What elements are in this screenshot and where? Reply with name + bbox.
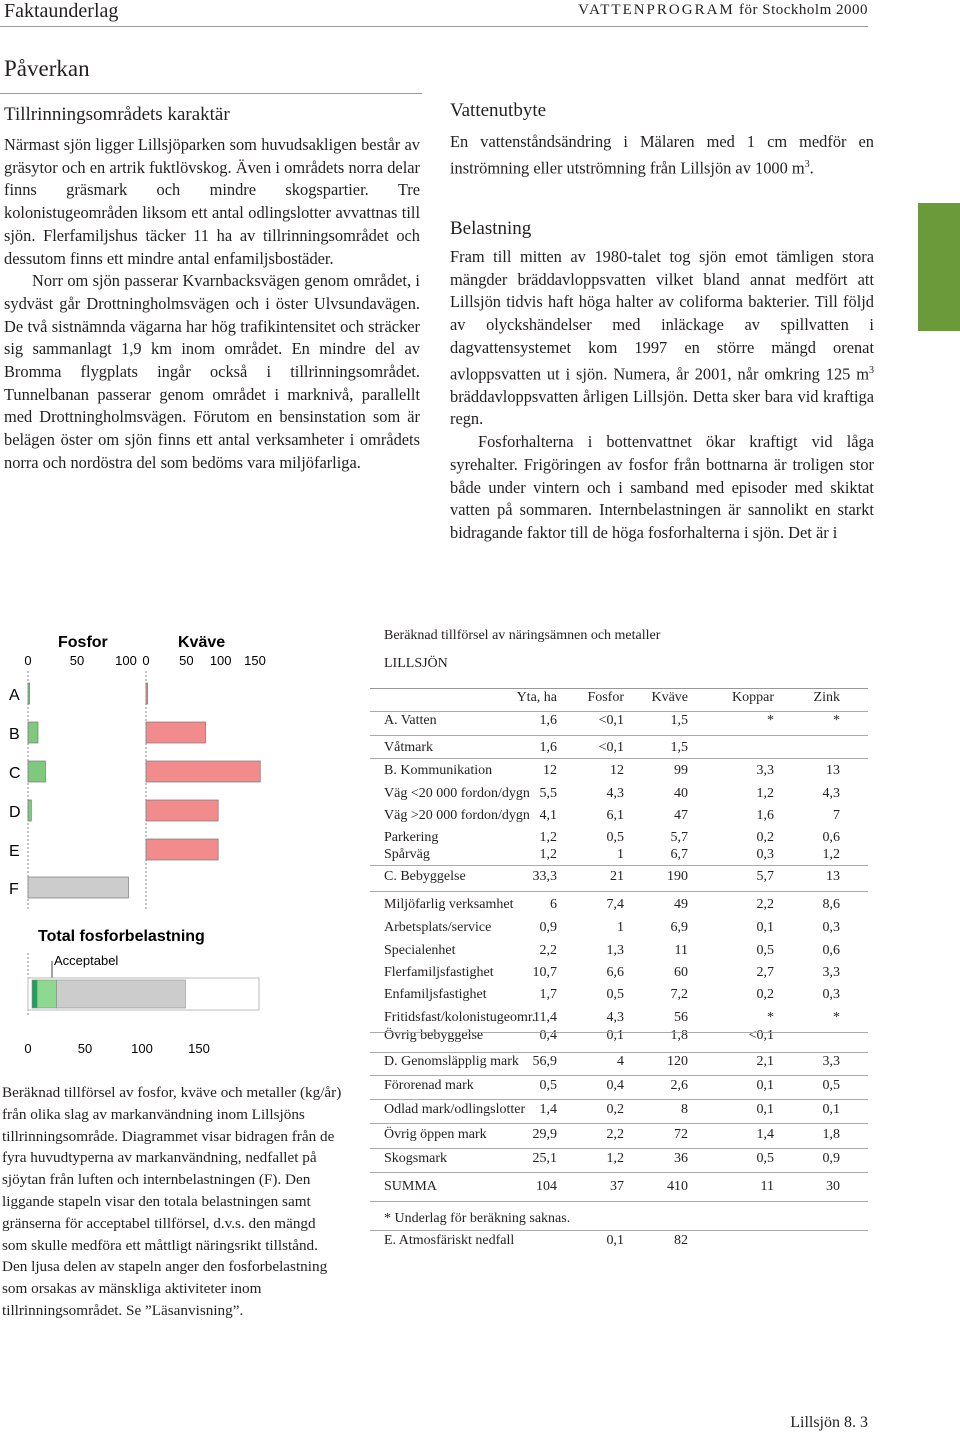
row-label: Spårväg — [384, 847, 430, 862]
table-cell: 0,5 — [822, 1078, 840, 1093]
table-cell: 1 — [617, 920, 624, 935]
table-cell: 1,3 — [606, 943, 624, 958]
row-label: E. Atmosfäriskt nedfall — [384, 1233, 515, 1248]
table-row — [384, 1078, 868, 1098]
right-paragraph-1 — [450, 131, 874, 180]
table-cell: * — [767, 713, 774, 728]
table-cell: 0,6 — [822, 943, 840, 958]
table-row — [384, 1054, 868, 1074]
row-label: Förorenad mark — [384, 1078, 474, 1093]
table-cell: 6 — [550, 897, 557, 912]
table-row — [384, 713, 868, 733]
table-row — [384, 943, 868, 963]
right-paragraph-3: Fosforhalterna i bottenvattnet ökar kraftigt vid låga syrehalter. Frigöringen av fosfor från bottnarna är troligen stor både under vintern och i samband med episoder med skiktat vatten på sommaren. Internbelastningen är sannolikt en starkt bidragande faktor till de höga fosforhalterna i sjön. Det är i — [450, 432, 874, 542]
category-label: A — [9, 687, 20, 704]
table-cell: <0,1 — [598, 740, 624, 755]
row-label: D. Genomsläpplig mark — [384, 1054, 519, 1069]
table-cell: 0,5 — [539, 1078, 557, 1093]
table-cell: 190 — [667, 869, 688, 884]
table-cell: 0,3 — [822, 987, 840, 1002]
table-cell: 1,5 — [670, 713, 688, 728]
table-row — [384, 763, 868, 783]
row-label: Fritidsfast/kolonistugeomr. — [384, 1010, 536, 1025]
table-cell: 0,3 — [756, 847, 774, 862]
table-cell: 8 — [681, 1102, 688, 1117]
row-label: A. Vatten — [384, 713, 437, 728]
left-column-text — [4, 134, 420, 475]
total-bars — [32, 980, 185, 1008]
right-p2-sup: 3 — [869, 364, 874, 376]
right-p1-sup: 3 — [804, 158, 810, 170]
category-label: D — [9, 804, 21, 821]
kvave-panel-title: Kväve — [178, 634, 226, 651]
top-tick-label: 0 — [142, 653, 150, 668]
table-cell: 2,7 — [756, 965, 774, 980]
table-cell: 1,2 — [822, 847, 840, 862]
table-rule — [370, 735, 868, 736]
table-cell: 8,6 — [822, 897, 840, 912]
top-tick-label: 100 — [209, 653, 232, 668]
row-label: C. Bebyggelse — [384, 869, 466, 884]
top-tick-label: 150 — [244, 653, 266, 668]
table-row — [384, 1010, 868, 1030]
row-label: B. Kommunikation — [384, 763, 493, 778]
bottom-tick-label: 0 — [24, 1041, 32, 1056]
table-cell: 2,2 — [606, 1127, 624, 1142]
table-cell: 5,7 — [756, 869, 774, 884]
row-label: Övrig bebyggelse — [384, 1028, 484, 1043]
table-cell: 0,4 — [539, 1028, 557, 1043]
table-cell: 0,5 — [606, 987, 624, 1002]
row-label: Specialenhet — [384, 943, 456, 958]
table-cell: 3,3 — [822, 965, 840, 980]
table-cell: 410 — [667, 1179, 688, 1194]
table-cell: <0,1 — [598, 713, 624, 728]
table-row — [384, 869, 868, 889]
table-cell: 7 — [833, 808, 840, 823]
table-cell: 10,7 — [532, 965, 557, 980]
table-cell: 11 — [674, 943, 688, 958]
table-footnote: * Underlag för beräkning saknas. — [384, 1211, 571, 1226]
table-cell: 5,5 — [539, 786, 557, 801]
total-bar-segment — [37, 980, 56, 1008]
row-label: SUMMA — [384, 1179, 437, 1194]
table-top-rule — [370, 688, 868, 689]
table-row — [384, 987, 868, 1007]
row-label: Väg >20 000 fordon/dygn — [384, 808, 530, 823]
row-label: Våtmark — [384, 740, 433, 755]
right-heading-1: Vattenutbyte — [450, 100, 547, 121]
table-cell: 0,1 — [606, 1233, 624, 1248]
table-cell: 1,4 — [539, 1102, 557, 1117]
category-label: F — [9, 881, 19, 898]
table-rule — [370, 1148, 868, 1149]
left-paragraph-2: Norr om sjön passerar Kvarnbacksvägen genom området, i sydväst går Drottningholmsvägen och i öster Ulvsundavägen. De två sistnämnda vägarna har hög trafikintensitet och sträcker sig sammanlagt 1,9 km inom området. En mindre del av Bromma flygplats ingår också i tillrinningsområdet. Tunnelbanan passerar genom området i marknivå, parallellt med Drottningholmsvägen. Förutom en bensinstation som är belägen öster om sjön finns ett antal verksamheter i områdets norra och nordöstra del som bedöms vara miljöfarliga. — [4, 271, 420, 472]
table-row — [384, 847, 868, 867]
table-cell: * — [833, 1010, 840, 1025]
land-use-bars — [28, 683, 260, 898]
row-label: Enfamiljsfastighet — [384, 987, 487, 1002]
table-subtitle: LILLSJÖN — [384, 656, 448, 671]
table-cell: Kväve — [651, 690, 688, 705]
table-row — [384, 897, 868, 917]
table-cell: 1 — [617, 847, 624, 862]
category-labels — [9, 687, 21, 898]
table-rule — [370, 1032, 868, 1033]
table-cell: 40 — [674, 786, 688, 801]
table-cell: 1,6 — [539, 740, 557, 755]
table-cell: 3,3 — [822, 1054, 840, 1069]
fosfor-bar — [28, 877, 128, 898]
table-row — [384, 1028, 868, 1048]
table-cell: 4,3 — [606, 786, 624, 801]
table-cell: 56,9 — [532, 1054, 557, 1069]
fosfor-bar — [28, 722, 38, 743]
table-cell: 72 — [674, 1127, 688, 1142]
total-bar-segment — [57, 980, 186, 1008]
table-row-atmos — [384, 1233, 868, 1253]
table-cell: 0,9 — [539, 920, 557, 935]
table-cell: 47 — [674, 808, 688, 823]
table-cell: 0,2 — [756, 987, 774, 1002]
table-cell: 6,9 — [670, 920, 688, 935]
category-label: E — [9, 843, 20, 860]
table-cell: 1,2 — [539, 830, 557, 845]
table-cell: 13 — [826, 763, 840, 778]
table-cell: 6,7 — [670, 847, 688, 862]
left-heading: Tillrinningsområdets karaktär — [4, 104, 230, 125]
table-cell: 2,2 — [539, 943, 557, 958]
table-row — [384, 1102, 868, 1122]
header-program-name: VATTENPROGRAM — [578, 2, 735, 18]
kvave-bar — [146, 683, 148, 704]
table-row — [384, 808, 868, 828]
running-header-left: Faktaunderlag — [4, 0, 119, 22]
table-row — [384, 1127, 868, 1147]
table-cell: 12 — [543, 763, 557, 778]
table-cell: 7,4 — [606, 897, 624, 912]
table-cell: 0,3 — [822, 920, 840, 935]
row-label: Skogsmark — [384, 1151, 447, 1166]
table-rule — [370, 1172, 868, 1173]
table-rule — [370, 711, 868, 712]
table-cell: 5,7 — [670, 830, 688, 845]
table-cell: 0,2 — [606, 1102, 624, 1117]
table-cell: 1,8 — [822, 1127, 840, 1142]
table-row — [384, 786, 868, 806]
table-cell: 7,2 — [670, 987, 688, 1002]
row-label: Miljöfarlig verksamhet — [384, 897, 514, 912]
section-title: Påverkan — [4, 56, 90, 81]
kvave-bar — [146, 722, 206, 743]
table-cell: 3,3 — [756, 763, 774, 778]
fosfor-bar — [28, 800, 31, 821]
right-p1-end: . — [809, 158, 814, 178]
table-row — [384, 1179, 868, 1199]
table-row — [384, 965, 868, 985]
table-cell: 0,1 — [756, 920, 774, 935]
fosfor-bar — [28, 761, 45, 782]
table-cell: 1,8 — [670, 1028, 688, 1043]
table-cell: 4 — [617, 1054, 624, 1069]
right-column-text — [450, 246, 874, 545]
table-cell: 12 — [610, 763, 624, 778]
table-cell: 0,5 — [756, 1151, 774, 1166]
total-bar-segment — [32, 980, 37, 1008]
acceptabel-label: Acceptabel — [54, 953, 119, 968]
table-cell: 1,4 — [756, 1127, 774, 1142]
table-cell: * — [767, 1010, 774, 1025]
table-cell: 49 — [674, 897, 688, 912]
table-cell: 0,9 — [822, 1151, 840, 1166]
table-cell: 0,1 — [756, 1078, 774, 1093]
fosfor-bar — [28, 683, 30, 704]
kvave-bar — [146, 839, 218, 860]
table-cell: 0,5 — [606, 830, 624, 845]
table-cell: 2,6 — [670, 1078, 688, 1093]
table-cell: 11,4 — [533, 1010, 557, 1025]
table-cell: Koppar — [732, 690, 774, 705]
table-cell: 0,4 — [606, 1078, 624, 1093]
table-title: Beräknad tillförsel av näringsämnen och metaller — [384, 628, 661, 643]
table-cell: Fosfor — [587, 690, 624, 705]
table-rule — [370, 865, 868, 866]
row-label: Odlad mark/odlingslotter — [384, 1102, 526, 1117]
table-cell: 0,1 — [822, 1102, 840, 1117]
table-rule — [370, 891, 868, 892]
table-cell: 13 — [826, 869, 840, 884]
top-tick-label: 50 — [69, 653, 85, 668]
header-program-suffix: för Stockholm 2000 — [734, 2, 868, 18]
bottom-tick-label: 50 — [77, 1041, 93, 1056]
page-footer: Lillsjön 8. 3 — [790, 1414, 868, 1431]
right-p1-main: En vattenståndsändring i Mälaren med 1 cm medför en inströmning eller utströmning från Lillsjön av 1000 m — [450, 132, 874, 178]
kvave-bar — [146, 761, 260, 782]
table-cell: 25,1 — [532, 1151, 557, 1166]
table-cell: 33,3 — [532, 869, 557, 884]
table-cell: 21 — [610, 869, 624, 884]
table-rule — [370, 1230, 868, 1231]
top-tick-label: 100 — [115, 653, 137, 668]
table-cell: <0,1 — [748, 1028, 774, 1043]
row-label: Väg <20 000 fordon/dygn — [384, 786, 530, 801]
table-cell: 0,5 — [756, 943, 774, 958]
category-label: C — [9, 765, 21, 782]
table-cell: 0,1 — [756, 1102, 774, 1117]
right-heading-2: Belastning — [450, 218, 532, 239]
table-cell: 1,2 — [606, 1151, 624, 1166]
table-rule — [370, 1075, 868, 1076]
chart-caption — [2, 1082, 342, 1322]
table-cell: 0,1 — [606, 1028, 624, 1043]
right-p2-a: Fram till mitten av 1980-talet tog sjön emot tämligen stora mängder bräddavloppsvatten vilket bland annat medfört att Lillsjön tidvis haft höga halter av coliforma bakterier. Till följd av olyckshändelser med inläckage av spillvatten i dagvattensystemet kom 1997 en större mängd orenat avloppsvatten ut i sjön. Numera, år 2001, når omkring 125 m — [450, 247, 874, 383]
table-rule — [370, 758, 868, 759]
table-row — [384, 920, 868, 940]
table-cell: 4,3 — [822, 786, 840, 801]
table-cell: Yta, ha — [516, 690, 557, 705]
table-rule — [370, 1052, 868, 1053]
table-cell: 104 — [536, 1179, 557, 1194]
top-tick-label: 50 — [179, 653, 194, 668]
table-cell: 6,6 — [606, 965, 624, 980]
table-cell: * — [833, 713, 840, 728]
bottom-tick-label: 150 — [188, 1041, 210, 1056]
table-cell: 1,5 — [670, 740, 688, 755]
section-rule — [0, 93, 422, 94]
table-cell: 11 — [760, 1179, 774, 1194]
running-header-right — [578, 2, 868, 19]
header-rule — [0, 26, 868, 27]
row-label: Arbetsplats/service — [384, 920, 492, 935]
table-cell: 1,6 — [539, 713, 557, 728]
table-cell: 120 — [667, 1054, 688, 1069]
right-p2-b: bräddavloppsvatten årligen Lillsjön. Detta sker bara vid kraftiga regn. — [450, 386, 874, 429]
table-cell: 29,9 — [532, 1127, 557, 1142]
table-cell: Zink — [813, 690, 840, 705]
fosfor-panel-title: Fosfor — [58, 634, 108, 651]
table-cell: 2,2 — [756, 897, 774, 912]
total-title: Total fosforbelastning — [38, 928, 205, 945]
land-use-chart — [0, 625, 290, 1065]
table-cell: 6,1 — [606, 808, 624, 823]
table-rule — [370, 1123, 868, 1124]
table-cell: 30 — [826, 1179, 840, 1194]
table-cell: 1,7 — [539, 987, 557, 1002]
table-cell: 82 — [674, 1233, 688, 1248]
table-header-row — [384, 690, 868, 710]
table-cell: 37 — [610, 1179, 624, 1194]
bottom-axis-ticks — [24, 1041, 209, 1056]
row-label: Övrig öppen mark — [384, 1127, 487, 1142]
category-label: B — [9, 726, 20, 743]
left-paragraph-1: Närmast sjön ligger Lillsjöparken som huvudsakligen består av gräsytor och en artrik fuktlövskog. Även i områdets norra delar finns gräsmark och mindre skogspartier. Tre kolonistugeområden liksom ett antal odlingslotter avvattnas till sjön. Flerfamiljshus täcker 11 ha av tillrinningsområdet och dessutom finns ett mindre antal enfamiljsbostäder. — [4, 135, 420, 268]
table-rule — [370, 1099, 868, 1100]
table-cell: 0,2 — [756, 830, 774, 845]
table-cell: 2,1 — [756, 1054, 774, 1069]
top-tick-label: 0 — [24, 653, 32, 668]
section-color-tab — [918, 203, 960, 331]
table-row — [384, 740, 868, 760]
table-cell: 4,3 — [606, 1010, 624, 1025]
row-label: Flerfamiljsfastighet — [384, 965, 494, 980]
caption-text: Beräknad tillförsel av fosfor, kväve och metaller (kg/år) från olika slag av markanvändning inom Lillsjöns tillrinningsområde. Diagrammet visar bidragen från de fyra huvudtyperna av markanvändning, nedfallet på sjöytan från luften och internbelastningen (F). Den liggande stapeln visar den totala belastningen samt gränserna för acceptabel tillförsel, d.v.s. den mängd som skulle medföra ett måttligt näringsrikt tillstånd. Den ljusa delen av stapeln anger den fosforbelastning som orsakas av mänskliga aktiviteter inom tillrinningsområdet. Se ”Läsanvisning”. — [2, 1084, 342, 1319]
table-cell: 0,6 — [822, 830, 840, 845]
top-axis-ticks — [24, 653, 265, 668]
table-cell: 1,2 — [756, 786, 774, 801]
table-cell: 36 — [674, 1151, 688, 1166]
table-row — [384, 1151, 868, 1171]
table-cell: 1,6 — [756, 808, 774, 823]
table-cell: 60 — [674, 965, 688, 980]
table-cell: 1,2 — [539, 847, 557, 862]
kvave-bar — [146, 800, 218, 821]
table-cell: 56 — [674, 1010, 688, 1025]
table-cell: 99 — [674, 763, 688, 778]
table-rule — [370, 1201, 868, 1202]
row-label: Parkering — [384, 830, 439, 845]
table-cell: 4,1 — [539, 808, 557, 823]
bottom-tick-label: 100 — [131, 1041, 153, 1056]
